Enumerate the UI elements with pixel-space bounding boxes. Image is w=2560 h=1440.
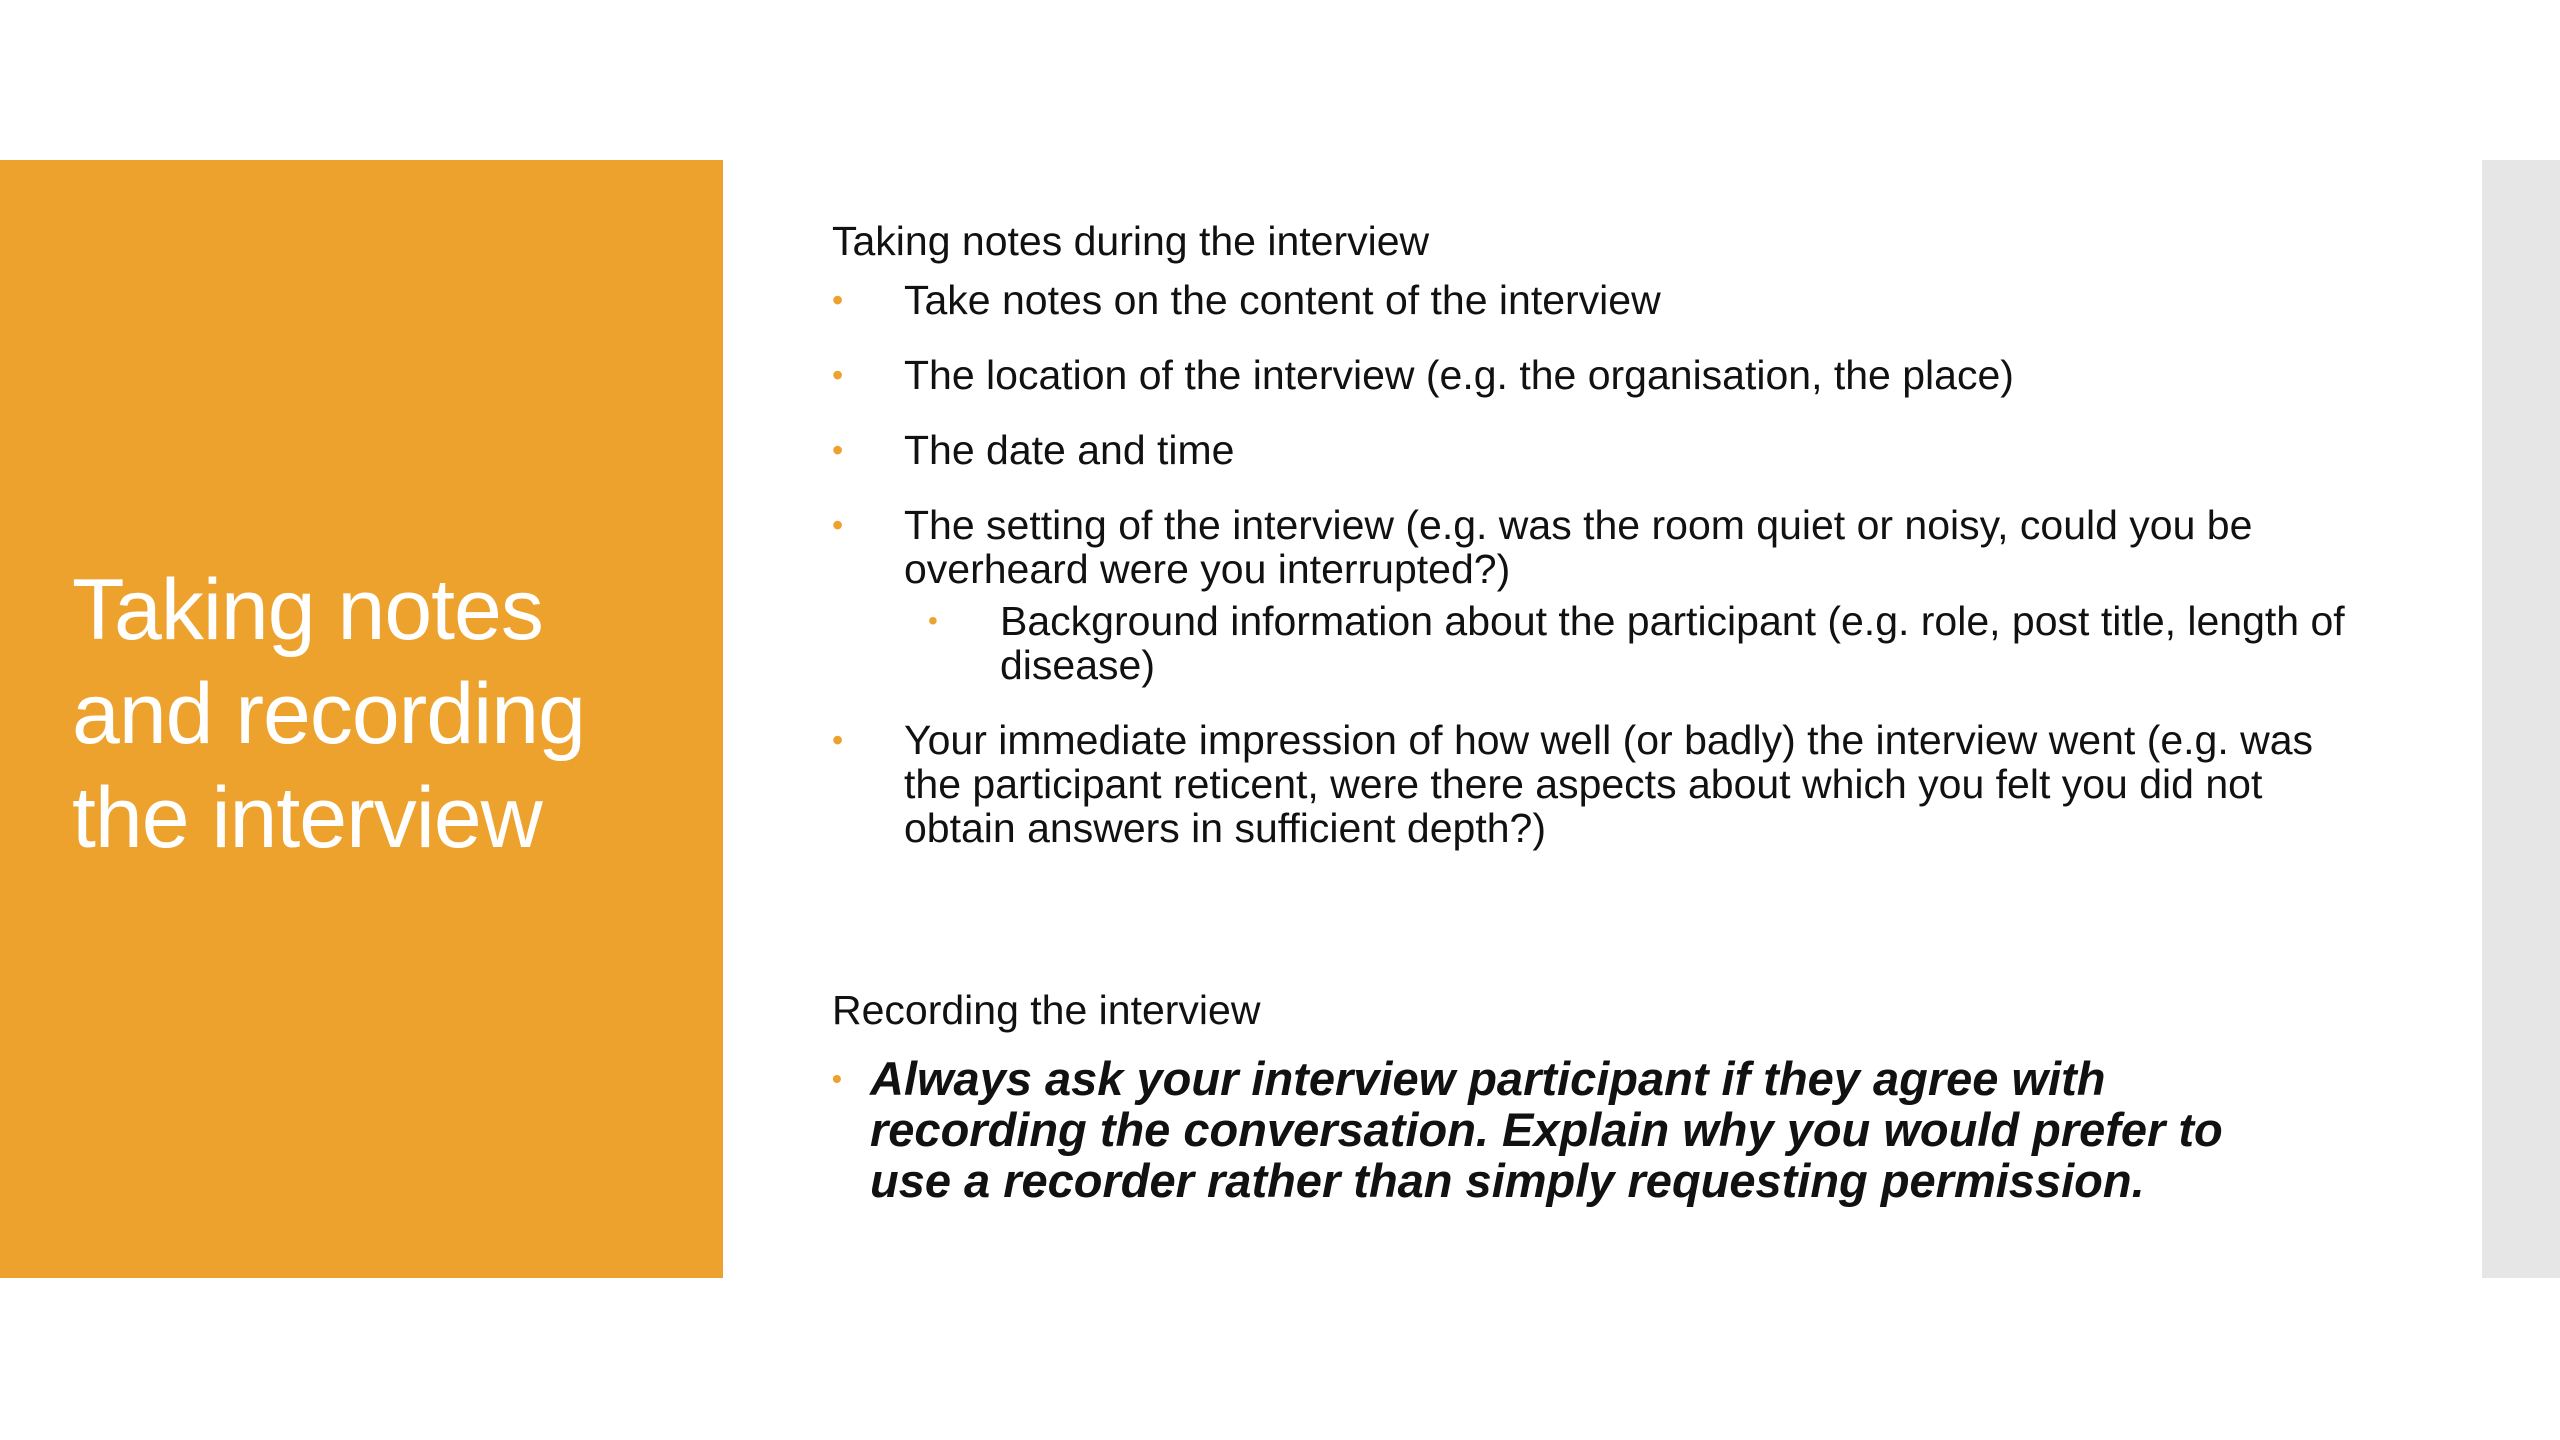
bullet-dot-icon: •	[832, 1063, 842, 1094]
bullet-dot-icon: •	[832, 282, 844, 318]
side-strip	[2482, 160, 2560, 1278]
bullet-dot-icon: •	[928, 605, 938, 636]
sub-list-item-text: Background information about the participant (e.g. role, post title, length of disease)	[1000, 598, 2345, 688]
notes-bullet-list	[832, 278, 2352, 850]
list-item	[832, 278, 2352, 322]
emphasis-text: Always ask your interview participant if they agree with recording the conversation. Explain why you would prefer to use a recorder rather than simply requesting permission.	[870, 1052, 2223, 1207]
list-item	[832, 503, 2352, 687]
notes-section-heading: Taking notes during the interview	[832, 218, 1430, 264]
slide-title: Taking notes and recording the interview	[72, 562, 585, 866]
list-item	[832, 718, 2352, 850]
bullet-dot-icon: •	[832, 432, 844, 468]
list-item-text: Take notes on the content of the interview	[904, 277, 1661, 323]
recording-section-heading: Recording the interview	[832, 987, 1261, 1033]
bullet-dot-icon: •	[832, 357, 844, 393]
content-area	[832, 212, 2352, 1206]
list-item	[832, 353, 2352, 397]
recording-bullet-list	[832, 1053, 2352, 1206]
list-item-text: The location of the interview (e.g. the organisation, the place)	[904, 352, 2014, 398]
section-spacer	[832, 881, 2352, 981]
bullet-dot-icon: •	[832, 722, 844, 758]
bullet-dot-icon: •	[832, 507, 844, 543]
list-item-text: Your immediate impression of how well (or badly) the interview went (e.g. was the participant reticent, were there aspects about which you felt you did not obtain answers in sufficient depth?)	[904, 717, 2314, 851]
list-item	[832, 428, 2352, 472]
sub-bullet-list	[904, 599, 2352, 687]
list-item-text: The setting of the interview (e.g. was the room quiet or noisy, could you be overheard were you interrupted?)	[904, 502, 2253, 592]
sub-list-item	[904, 599, 2352, 687]
list-item-text: The date and time	[904, 427, 1235, 473]
list-item	[832, 1053, 2310, 1206]
